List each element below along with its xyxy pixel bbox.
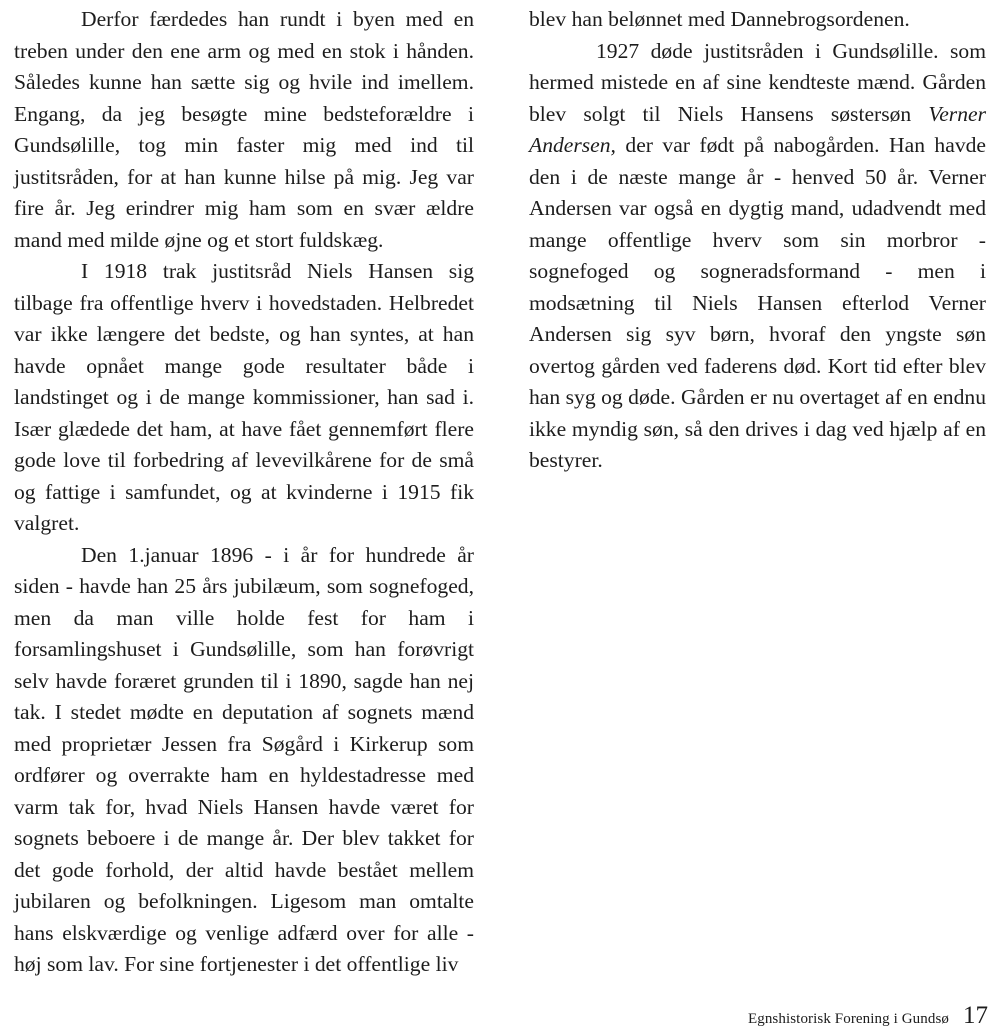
text-column-left — [14, 4, 474, 981]
footer-publisher: Egnshistorisk Forening i Gundsø — [747, 1011, 949, 1027]
paragraph-left-1: Derfor færdedes han rundt i byen med en treben under den ene arm og med en stok i hånden. Således kunne han sætte sig og hvile ind imellem. Engang, da jeg besøgte mine bedsteforældre i Gundsølille, tog min faster mig med ind til justitsråden, for at han kunne hilse på mig. Jeg var fire år. Jeg erindrer mig ham som en svær ældre mand med milde øjne og et stort fuldskæg. — [14, 7, 474, 252]
page-footer — [748, 1002, 988, 1030]
text-column-right — [529, 4, 986, 477]
paragraph-right-2-end: der var født på nabogården. Han havde den i de næste mange år - henved 50 år. Verner Andersen var også en dygtig mand, udadvendt med mange offentlige hverv som sin morbror - sognefoged og sogneradsformand - men i modsætning til Niels Hansen efterlod Verner Andersen sig syv børn, hvoraf den yngste søn overtog gården ved faderens død. Kort tid efter blev han syg og døde. Gården er nu overtaget af en endnu ikke myndig søn, så den drives i dag ved hjælp af en bestyrer. — [529, 133, 986, 472]
paragraph-right-2 — [529, 36, 986, 477]
paragraph-left-3: Den 1.januar 1896 - i år for hundrede år siden - havde han 25 års jubilæum, som sognefoged, men da man ville holde fest for ham i forsamlingshuset i Gundsølille, som han forøvrigt selv havde foræret grunden til i 1890, sagde han nej tak. I stedet mødte en deputation af sognets mænd med proprietær Jessen fra Søgård i Kirkerup som ordfører og overrakte ham en hyldestadresse med varm tak for, hvad Niels Hansen havde været for sognets beboere i de mange år. Der blev takket for det gode forhold, der altid havde bestået mellem jubilaren og befolkningen. Ligesom man omtalte hans elskværdige og venlige adfærd over for alle - høj som lav. For sine fortjenester i det offentlige liv — [14, 542, 474, 976]
paragraph-left-2: I 1918 trak justitsråd Niels Hansen sig tilbage fra offentlige hverv i hovedstaden. Helbredet var ikke længere det bedste, og han syntes, at han havde opnået mange gode resultater både i landstinget og i de mange kommissioner, han sad i. Især glædede det ham, at have fået gennemført flere gode love til forbedring af levevilkårene for de små og fattige i samfundet, og at kvinderne i 1915 fik valgret. — [14, 259, 474, 535]
page-number: 17 — [963, 1002, 988, 1029]
paragraph-right-2-start: 1927 døde justitsråden i Gundsølille. som hermed mistede en af sine kendteste mænd. Gården blev solgt til Niels Hansens søstersøn — [529, 38, 986, 126]
paragraph-right-1: blev han belønnet med Dannebrogsordenen. — [529, 7, 910, 31]
person-name-italic: Verner Andersen, — [529, 101, 986, 157]
